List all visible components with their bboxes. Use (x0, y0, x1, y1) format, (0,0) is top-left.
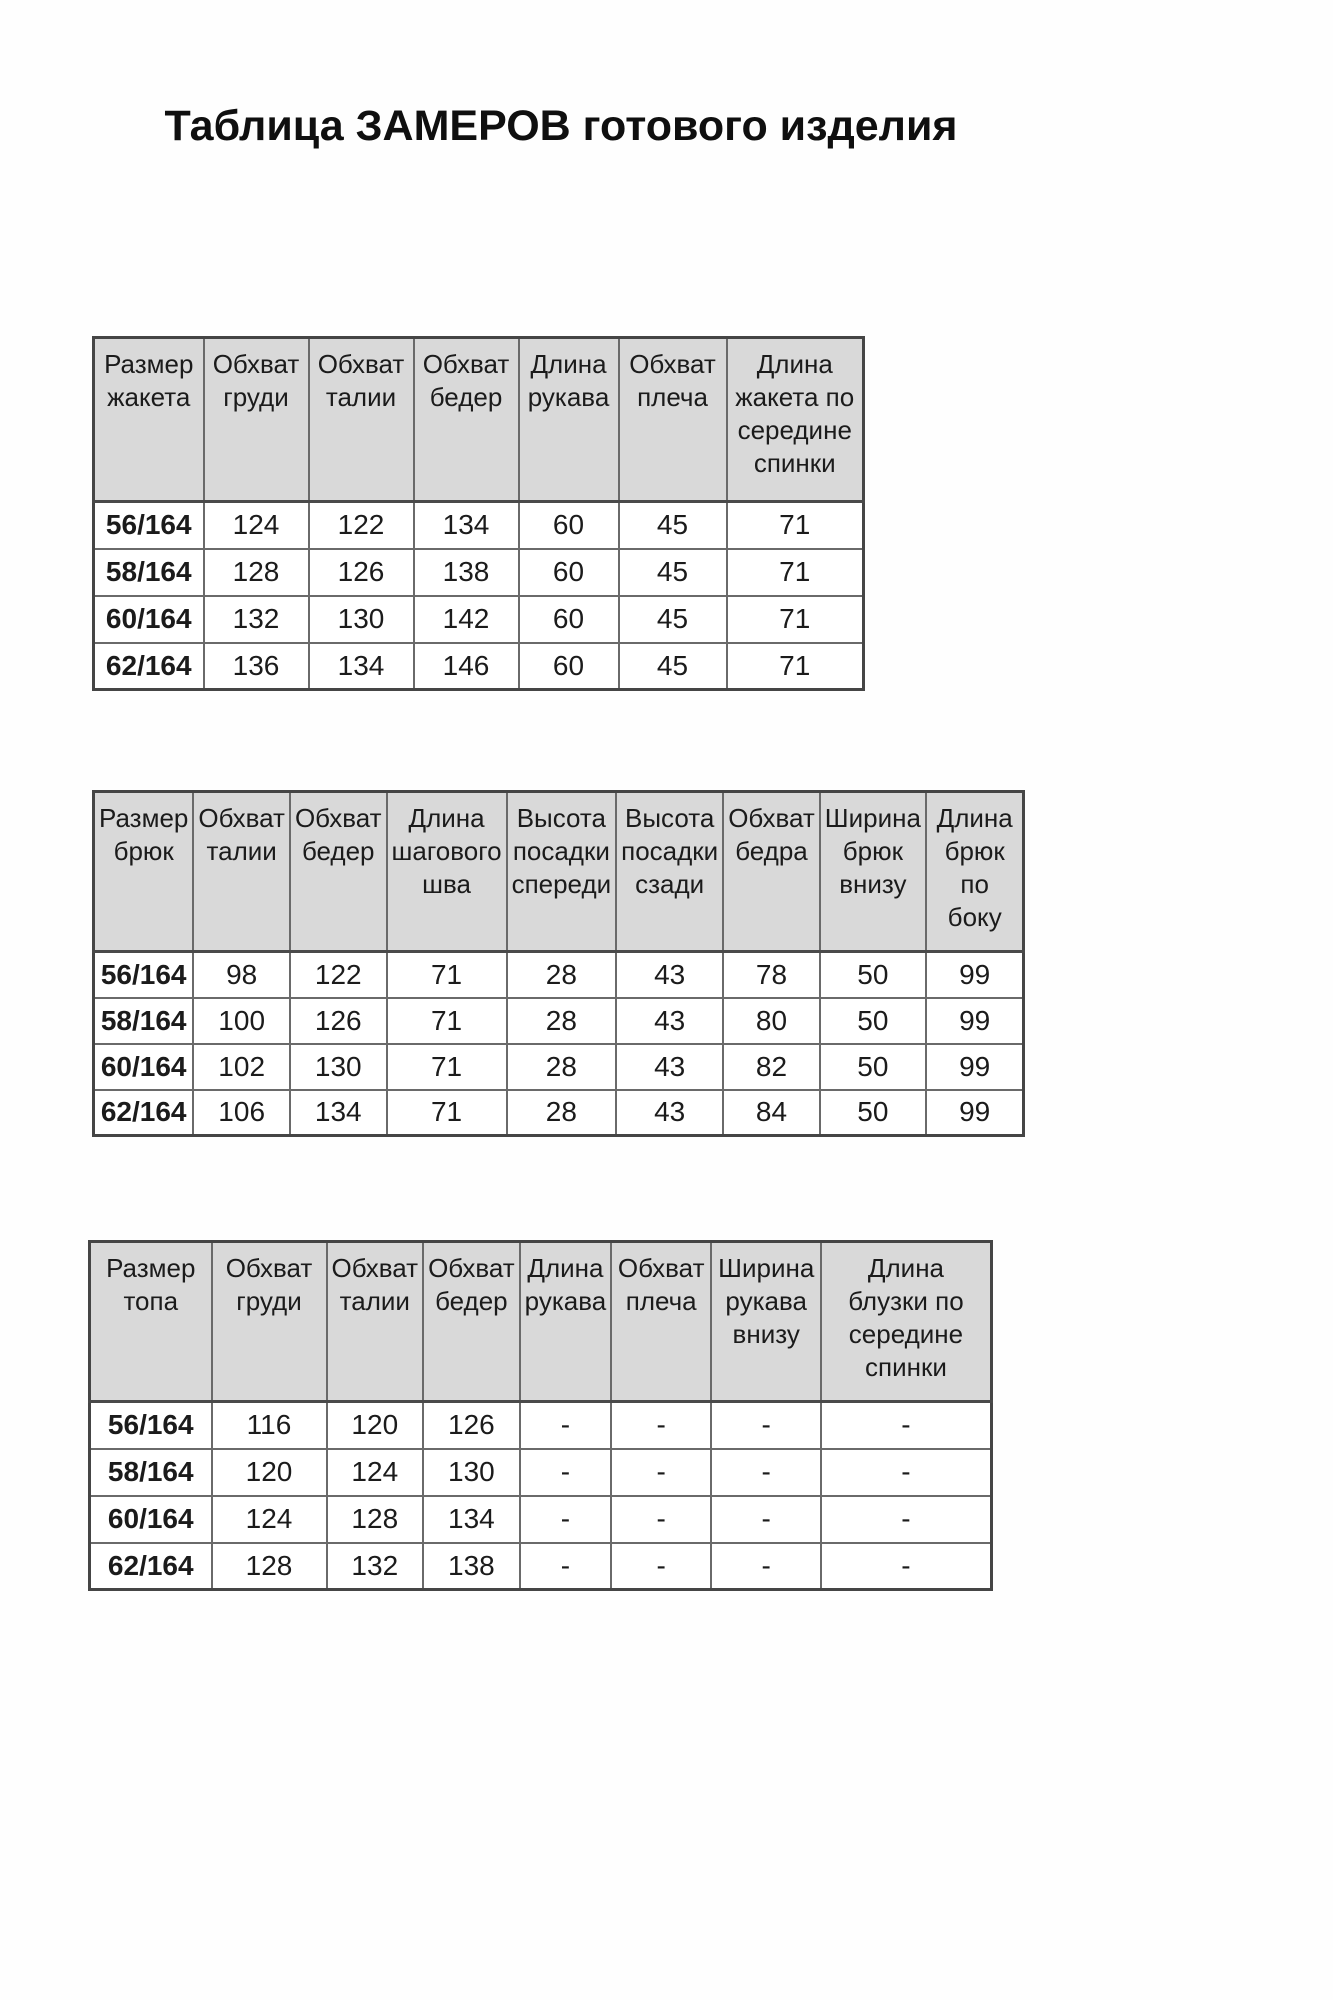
value-cell: 98 (193, 952, 290, 998)
value-cell: 78 (723, 952, 820, 998)
value-cell: 99 (926, 1090, 1024, 1136)
table-row (94, 643, 864, 690)
value-cell: 130 (290, 1044, 387, 1090)
value-cell: 134 (423, 1496, 520, 1543)
table-row (90, 1449, 992, 1496)
value-cell: 45 (619, 596, 727, 643)
column-header: Размер брюк (94, 792, 194, 952)
value-cell: 128 (204, 549, 309, 596)
column-header: Длина брюк по боку (926, 792, 1024, 952)
value-cell: 126 (290, 998, 387, 1044)
value-cell: 43 (616, 1090, 723, 1136)
column-header: Обхват бедер (423, 1242, 520, 1402)
size-cell: 62/164 (94, 643, 204, 690)
trousers-measurements-table-grid (92, 790, 1025, 1137)
table-row (94, 998, 1024, 1044)
header-row (90, 1242, 992, 1402)
value-cell: 50 (820, 998, 926, 1044)
column-header: Размер топа (90, 1242, 212, 1402)
value-cell: 45 (619, 643, 727, 690)
size-cell: 62/164 (94, 1090, 194, 1136)
value-cell: 124 (212, 1496, 327, 1543)
table-row (90, 1402, 992, 1449)
size-cell: 58/164 (94, 998, 194, 1044)
value-cell: 130 (309, 596, 414, 643)
value-cell: - (520, 1496, 612, 1543)
size-cell: 62/164 (90, 1543, 212, 1590)
value-cell: - (611, 1496, 711, 1543)
column-header: Длина блузки по середине спинки (821, 1242, 991, 1402)
column-header: Обхват талии (193, 792, 290, 952)
top-measurements-table-grid (88, 1240, 993, 1591)
value-cell: 28 (507, 1044, 617, 1090)
table-row (94, 1044, 1024, 1090)
value-cell: 134 (309, 643, 414, 690)
size-cell: 56/164 (94, 952, 194, 998)
value-cell: 124 (327, 1449, 424, 1496)
value-cell: 60 (519, 549, 619, 596)
value-cell: 43 (616, 998, 723, 1044)
jacket-measurements-table-grid (92, 336, 865, 691)
column-header: Обхват бедер (414, 338, 519, 502)
table-row (94, 502, 864, 549)
size-cell: 56/164 (90, 1402, 212, 1449)
header-row (94, 338, 864, 502)
column-header: Ширина брюк внизу (820, 792, 926, 952)
jacket-measurements-table (92, 336, 865, 691)
top-measurements-table (88, 1240, 993, 1591)
value-cell: 99 (926, 952, 1024, 998)
page-title: Таблица ЗАМЕРОВ готового изделия (164, 102, 958, 150)
table-row (90, 1543, 992, 1590)
value-cell: 60 (519, 596, 619, 643)
value-cell: 71 (387, 998, 507, 1044)
value-cell: 28 (507, 998, 617, 1044)
column-header: Длина рукава (520, 1242, 612, 1402)
value-cell: 128 (212, 1543, 327, 1590)
column-header: Высота посадки сзади (616, 792, 723, 952)
value-cell: - (520, 1543, 612, 1590)
value-cell: 126 (423, 1402, 520, 1449)
value-cell: - (711, 1449, 821, 1496)
header-row (94, 792, 1024, 952)
value-cell: - (711, 1402, 821, 1449)
column-header: Обхват груди (204, 338, 309, 502)
value-cell: 136 (204, 643, 309, 690)
value-cell: - (611, 1543, 711, 1590)
value-cell: 116 (212, 1402, 327, 1449)
column-header: Ширина рукава внизу (711, 1242, 821, 1402)
value-cell: 28 (507, 952, 617, 998)
value-cell: 122 (309, 502, 414, 549)
value-cell: 71 (387, 952, 507, 998)
value-cell: 128 (327, 1496, 424, 1543)
value-cell: 71 (387, 1090, 507, 1136)
trousers-measurements-table (92, 790, 1025, 1137)
value-cell: 28 (507, 1090, 617, 1136)
value-cell: - (711, 1496, 821, 1543)
value-cell: 120 (212, 1449, 327, 1496)
value-cell: - (821, 1543, 991, 1590)
value-cell: 45 (619, 502, 727, 549)
column-header: Обхват плеча (619, 338, 727, 502)
table-row (94, 1090, 1024, 1136)
value-cell: 50 (820, 1044, 926, 1090)
value-cell: 71 (727, 596, 864, 643)
value-cell: 84 (723, 1090, 820, 1136)
value-cell: 134 (414, 502, 519, 549)
column-header: Обхват груди (212, 1242, 327, 1402)
value-cell: 82 (723, 1044, 820, 1090)
column-header: Длина рукава (519, 338, 619, 502)
value-cell: 50 (820, 952, 926, 998)
value-cell: 71 (387, 1044, 507, 1090)
value-cell: 60 (519, 643, 619, 690)
value-cell: 43 (616, 1044, 723, 1090)
value-cell: 138 (423, 1543, 520, 1590)
size-cell: 60/164 (90, 1496, 212, 1543)
value-cell: - (821, 1402, 991, 1449)
value-cell: 132 (204, 596, 309, 643)
value-cell: - (611, 1402, 711, 1449)
value-cell: 146 (414, 643, 519, 690)
size-cell: 60/164 (94, 596, 204, 643)
table-row (90, 1496, 992, 1543)
size-cell: 56/164 (94, 502, 204, 549)
value-cell: 102 (193, 1044, 290, 1090)
value-cell: 99 (926, 1044, 1024, 1090)
size-cell: 60/164 (94, 1044, 194, 1090)
value-cell: 134 (290, 1090, 387, 1136)
value-cell: 71 (727, 643, 864, 690)
value-cell: 120 (327, 1402, 424, 1449)
value-cell: 138 (414, 549, 519, 596)
value-cell: 45 (619, 549, 727, 596)
column-header: Длина жакета по середине спинки (727, 338, 864, 502)
value-cell: 71 (727, 549, 864, 596)
value-cell: - (821, 1449, 991, 1496)
value-cell: - (520, 1402, 612, 1449)
value-cell: - (821, 1496, 991, 1543)
column-header: Обхват талии (327, 1242, 424, 1402)
value-cell: - (711, 1543, 821, 1590)
value-cell: 43 (616, 952, 723, 998)
column-header: Длина шагового шва (387, 792, 507, 952)
value-cell: 124 (204, 502, 309, 549)
value-cell: 122 (290, 952, 387, 998)
size-cell: 58/164 (90, 1449, 212, 1496)
value-cell: - (611, 1449, 711, 1496)
column-header: Обхват бедра (723, 792, 820, 952)
column-header: Размер жакета (94, 338, 204, 502)
value-cell: 71 (727, 502, 864, 549)
value-cell: 80 (723, 998, 820, 1044)
value-cell: 50 (820, 1090, 926, 1136)
column-header: Обхват бедер (290, 792, 387, 952)
value-cell: 100 (193, 998, 290, 1044)
table-row (94, 952, 1024, 998)
column-header: Обхват плеча (611, 1242, 711, 1402)
value-cell: - (520, 1449, 612, 1496)
table-row (94, 549, 864, 596)
value-cell: 60 (519, 502, 619, 549)
column-header: Высота посадки спереди (507, 792, 617, 952)
value-cell: 142 (414, 596, 519, 643)
table-row (94, 596, 864, 643)
value-cell: 106 (193, 1090, 290, 1136)
value-cell: 126 (309, 549, 414, 596)
column-header: Обхват талии (309, 338, 414, 502)
size-cell: 58/164 (94, 549, 204, 596)
value-cell: 132 (327, 1543, 424, 1590)
value-cell: 99 (926, 998, 1024, 1044)
value-cell: 130 (423, 1449, 520, 1496)
